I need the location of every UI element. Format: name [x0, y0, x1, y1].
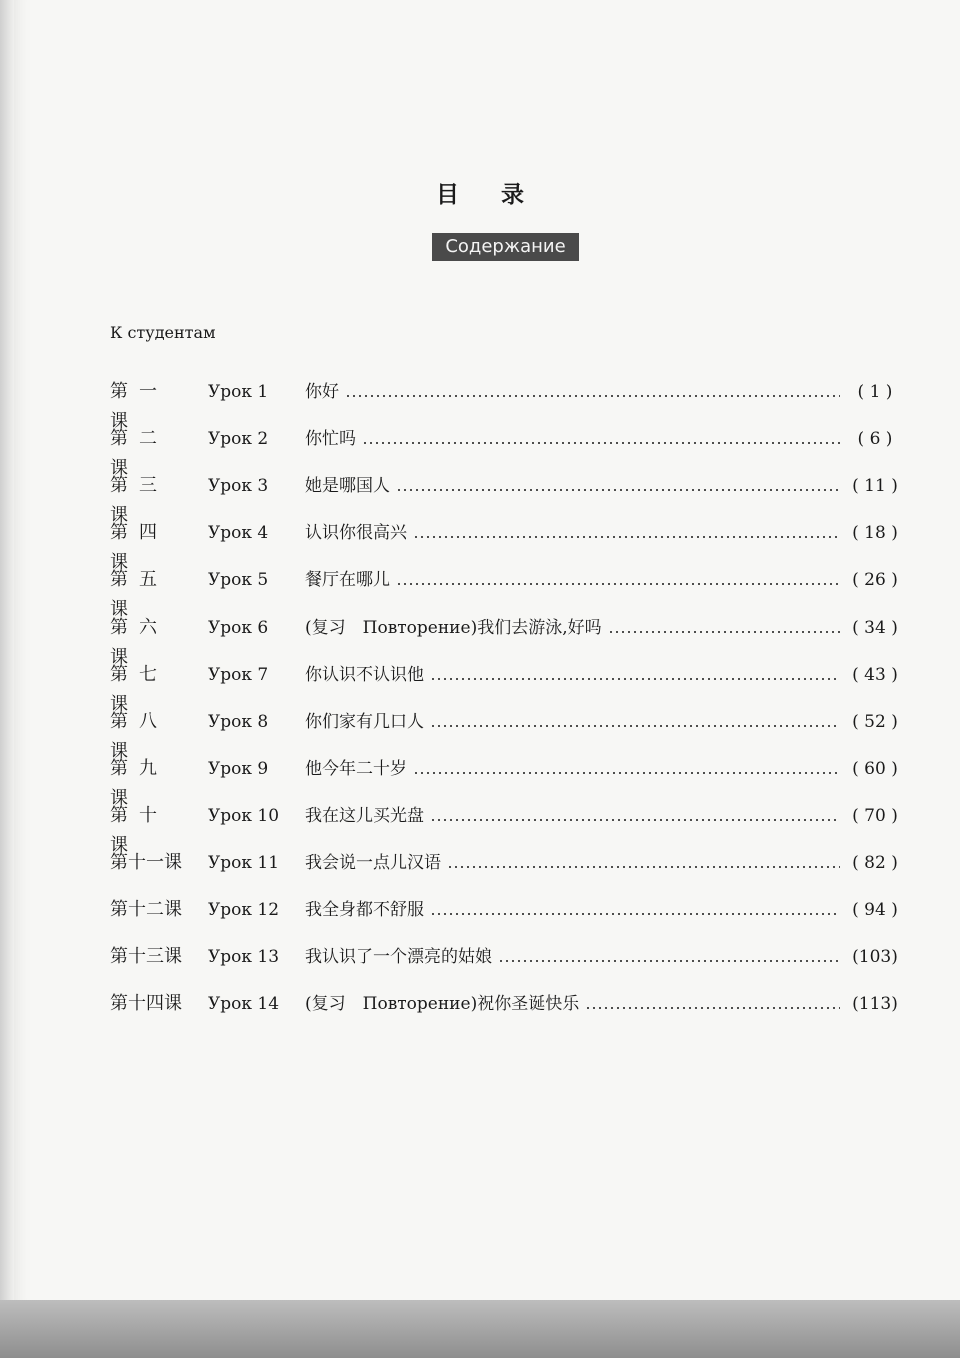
lesson-title: 我认识了一个漂亮的姑娘	[305, 947, 492, 967]
lesson-number-cn: 第十二课	[110, 899, 182, 920]
lesson-title: 餐厅在哪儿	[305, 570, 390, 590]
toc-entry[interactable]	[0, 942, 960, 972]
lesson-title-line	[305, 895, 840, 925]
dot-leader	[447, 866, 840, 868]
page-number: ( 43 )	[852, 665, 898, 685]
dot-leader	[396, 489, 840, 491]
lesson-title-line	[305, 565, 840, 595]
lesson-title: (复习 Повторение)祝你圣诞快乐	[305, 994, 580, 1014]
lesson-number-ru: Урок 9	[208, 759, 269, 779]
lesson-title: 你们家有几口人	[305, 712, 424, 732]
lesson-number-ru: Урок 12	[208, 900, 280, 920]
page-title-chinese: 目录	[436, 182, 566, 208]
lesson-number-cn: 第八课	[110, 711, 168, 762]
toc-intro-entry[interactable]: К студентам	[110, 323, 216, 342]
lesson-title: 你认识不认识他	[305, 665, 424, 685]
toc-entry[interactable]	[0, 377, 960, 432]
page-number: ( 1 )	[857, 382, 893, 402]
page-number: (103)	[852, 947, 898, 967]
lesson-number-ru: Урок 1	[208, 382, 269, 402]
toc-entry[interactable]	[0, 565, 960, 620]
lesson-title-line	[305, 377, 840, 407]
lesson-number-cn: 第十四课	[110, 993, 182, 1014]
dot-leader	[430, 725, 840, 727]
page-number: ( 82 )	[852, 853, 898, 873]
lesson-number-ru: Урок 3	[208, 476, 269, 496]
page-number: ( 18 )	[852, 523, 898, 543]
lesson-number-ru: Урок 6	[208, 618, 269, 638]
toc-entry[interactable]	[0, 424, 960, 479]
dot-leader	[345, 395, 840, 397]
page-number: ( 26 )	[852, 570, 898, 590]
lesson-number-ru: Урок 11	[208, 853, 280, 873]
lesson-title-line	[305, 989, 840, 1019]
dot-leader	[413, 772, 840, 774]
toc-entry[interactable]	[0, 518, 960, 573]
lesson-title-line	[305, 754, 840, 784]
toc-entry[interactable]	[0, 707, 960, 762]
lesson-number-cn: 第六课	[110, 617, 168, 668]
dot-leader	[430, 678, 840, 680]
lesson-number-ru: Урок 2	[208, 429, 269, 449]
lesson-number-ru: Урок 5	[208, 570, 269, 590]
page-number: ( 52 )	[852, 712, 898, 732]
lesson-title-line	[305, 707, 840, 737]
lesson-title-line	[305, 942, 840, 972]
lesson-title: (复习 Повторение)我们去游泳,好吗	[305, 618, 602, 638]
dot-leader	[498, 960, 840, 962]
lesson-title: 我在这儿买光盘	[305, 806, 424, 826]
scan-bottom-edge	[0, 1300, 960, 1358]
lesson-number-cn: 第十三课	[110, 946, 182, 967]
lesson-number-cn: 第十课	[110, 805, 168, 856]
lesson-number-cn: 第一课	[110, 381, 168, 432]
lesson-title: 我全身都不舒服	[305, 900, 424, 920]
lesson-title-line	[305, 848, 840, 878]
dot-leader	[362, 442, 840, 444]
lesson-title: 我会说一点儿汉语	[305, 853, 441, 873]
lesson-title: 她是哪国人	[305, 476, 390, 496]
lesson-title-line	[305, 613, 840, 643]
page-number: ( 6 )	[857, 429, 893, 449]
lesson-number-cn: 第三课	[110, 475, 168, 526]
page-number: ( 60 )	[852, 759, 898, 779]
page-title-russian: Содержание	[432, 233, 579, 261]
dot-leader	[608, 631, 840, 633]
page-number: ( 94 )	[852, 900, 898, 920]
lesson-title: 认识你很高兴	[305, 523, 407, 543]
lesson-title-line	[305, 424, 840, 454]
lesson-title-line	[305, 660, 840, 690]
toc-entry[interactable]	[0, 754, 960, 809]
lesson-number-ru: Урок 4	[208, 523, 269, 543]
lesson-title-line	[305, 471, 840, 501]
page-number: ( 70 )	[852, 806, 898, 826]
lesson-number-cn: 第四课	[110, 522, 168, 573]
lesson-number-cn: 第二课	[110, 428, 168, 479]
toc-entry[interactable]	[0, 613, 960, 668]
dot-leader	[396, 583, 840, 585]
dot-leader	[430, 913, 840, 915]
page-number: ( 34 )	[852, 618, 898, 638]
toc-entry[interactable]	[0, 660, 960, 715]
lesson-number-cn: 第九课	[110, 758, 168, 809]
toc-entry[interactable]	[0, 848, 960, 878]
page-number: ( 11 )	[852, 476, 898, 496]
lesson-number-cn: 第七课	[110, 664, 168, 715]
lesson-number-ru: Урок 13	[208, 947, 280, 967]
lesson-number-ru: Урок 7	[208, 665, 269, 685]
dot-leader	[413, 536, 840, 538]
page-number: (113)	[852, 994, 898, 1014]
lesson-title: 他今年二十岁	[305, 759, 407, 779]
lesson-number-cn: 第十一课	[110, 852, 182, 873]
lesson-number-ru: Урок 10	[208, 806, 280, 826]
toc-entry[interactable]	[0, 989, 960, 1019]
lesson-title-line	[305, 518, 840, 548]
lesson-number-ru: Урок 8	[208, 712, 269, 732]
toc-entry[interactable]	[0, 471, 960, 526]
lesson-title: 你忙吗	[305, 429, 356, 449]
lesson-number-ru: Урок 14	[208, 994, 280, 1014]
dot-leader	[585, 1007, 840, 1009]
dot-leader	[430, 819, 840, 821]
lesson-number-cn: 第五课	[110, 569, 168, 620]
lesson-title-line	[305, 801, 840, 831]
lesson-title: 你好	[305, 382, 339, 402]
toc-entry[interactable]	[0, 895, 960, 925]
toc-entry[interactable]	[0, 801, 960, 856]
